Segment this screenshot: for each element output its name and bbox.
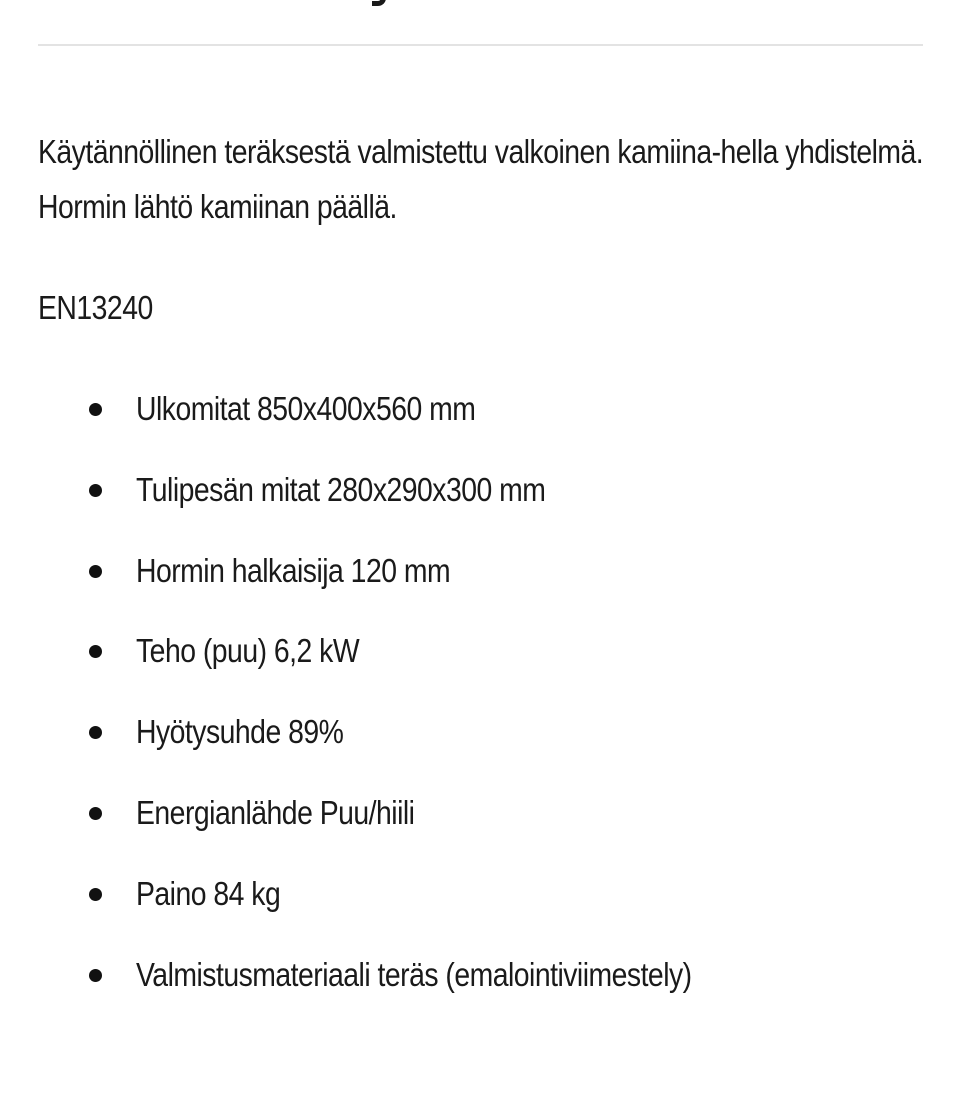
bullet-icon bbox=[89, 807, 102, 820]
product-description: Käytännöllinen teräksestä valmistettu valkoinen kamiina-hella yhdistelmä. Hormin lähtö kamiinan päällä. bbox=[38, 133, 924, 225]
spec-text: Ulkomitat 850x400x560 mm bbox=[136, 390, 476, 427]
spec-text: Hyötysuhde 89% bbox=[136, 713, 344, 751]
heading-fragment bbox=[372, 0, 386, 6]
bullet-icon bbox=[89, 565, 102, 578]
bullet-icon bbox=[89, 645, 102, 658]
bullet-icon bbox=[89, 969, 102, 982]
bullet-icon bbox=[89, 888, 102, 901]
spec-text: Energianlähde Puu/hiili bbox=[136, 793, 415, 831]
bullet-icon bbox=[89, 726, 102, 739]
spec-text: Teho (puu) 6,2 kW bbox=[136, 632, 360, 670]
bullet-icon bbox=[89, 484, 102, 497]
spec-text: Valmistusmateriaali teräs (emalointiviimestely) bbox=[136, 955, 692, 993]
spec-text: Hormin halkaisija 120 mm bbox=[136, 551, 451, 589]
bullet-icon bbox=[89, 403, 102, 416]
spec-text: Paino 84 kg bbox=[136, 874, 281, 912]
product-description-section bbox=[38, 124, 924, 993]
section-divider bbox=[38, 44, 923, 46]
standard-code: EN13240 bbox=[38, 289, 153, 326]
spec-text: Tulipesän mitat 280x290x300 mm bbox=[136, 470, 546, 508]
